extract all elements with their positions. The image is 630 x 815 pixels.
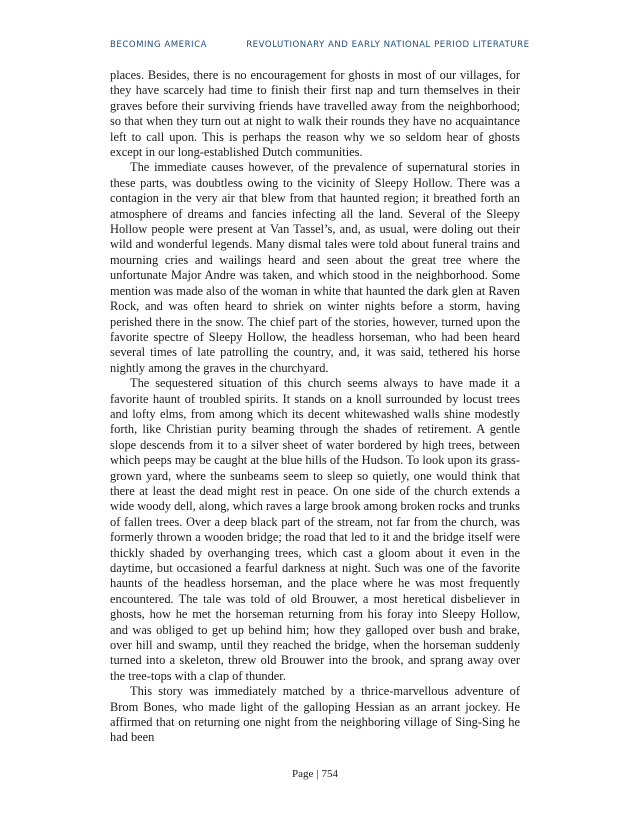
page-footer xyxy=(0,768,630,780)
header-section-title: REVOLUTIONARY AND EARLY NATIONAL PERIOD LITERATURE xyxy=(246,40,530,50)
paragraph: The sequestered situation of this church seems always to have made it a favorite haunt of troubled spirits. It stands on a knoll surrounded by locust trees and lofty elms, from among which its decent whitewashed walls shine modestly forth, like Christian purity beaming through the shades of retirement. A gentle slope descends from it to a silver sheet of water bordered by high trees, between which peeps may be caught at the blue hills of the Hudson. To look upon its grass-grown yard, where the sunbeams seem to sleep so quietly, one would think that there at least the dead might rest in peace. On one side of the church extends a wide woody dell, along, which raves a large brook among broken rocks and trunks of fallen trees. Over a deep black part of the stream, not far from the church, was formerly thrown a wooden bridge; the road that led to it and the bridge itself were thickly shaded by overhanging trees, which cast a gloom about it even in the daytime, but occasioned a fearful darkness at night. Such was one of the favorite haunts of the headless horseman, and the place where he was most frequently encountered. The tale was told of old Brouwer, a most heretical disbeliever in ghosts, how he met the horseman returning from his foray into Sleepy Hollow, and was obliged to get up behind him; how they galloped over bush and brake, over hill and swamp, until they reached the bridge, when the horseman suddenly turned into a skeleton, threw old Brouwer into the brook, and sprang away over the tree-tops with a clap of thunder. xyxy=(110,376,520,683)
header-book-title: BECOMING AMERICA xyxy=(110,40,207,50)
page-separator: | xyxy=(316,768,319,780)
paragraph: The immediate causes however, of the prevalence of supernatural stories in these parts, was doubtless owing to the vicinity of Sleepy Hollow. There was a contagion in the very air that blew from that haunted region; it breathed forth an atmosphere of dreams and fancies infecting all the land. Several of the Sleepy Hollow people were present at Van Tassel’s, and, as usual, were doling out their wild and wonderful legends. Many dismal tales were told about funeral trains and mourning cries and wailings heard and seen about the great tree where the unfortunate Major Andre was taken, and which stood in the neighborhood. Some mention was made also of the woman in white that haunted the dark glen at Raven Rock, and was often heard to shriek on winter nights before a storm, having perished there in the snow. The chief part of the stories, however, turned upon the favorite spectre of Sleepy Hollow, the headless horseman, who had been heard several times of late patrolling the country, and, it was said, tethered his horse nightly among the graves in the churchyard. xyxy=(110,160,520,375)
page-number: 754 xyxy=(321,768,339,780)
page-label: Page xyxy=(291,768,314,780)
paragraph: This story was immediately matched by a thrice-marvellous adventure of Brom Bones, who made light of the galloping Hessian as an arrant jockey. He affirmed that on returning one night from the neighboring village of Sing-Sing he had been xyxy=(110,684,520,745)
running-header xyxy=(110,40,530,50)
paragraph: places. Besides, there is no encouragement for ghosts in most of our villages, for they have scarcely had time to finish their first nap and turn themselves in their graves before their surviving friends have travelled away from the neighborhood; so that when they turn out at night to walk their rounds they have no acquaintance left to call upon. This is perhaps the reason why we so seldom hear of ghosts except in our long-established Dutch communities. xyxy=(110,68,520,160)
body-text xyxy=(110,68,520,746)
